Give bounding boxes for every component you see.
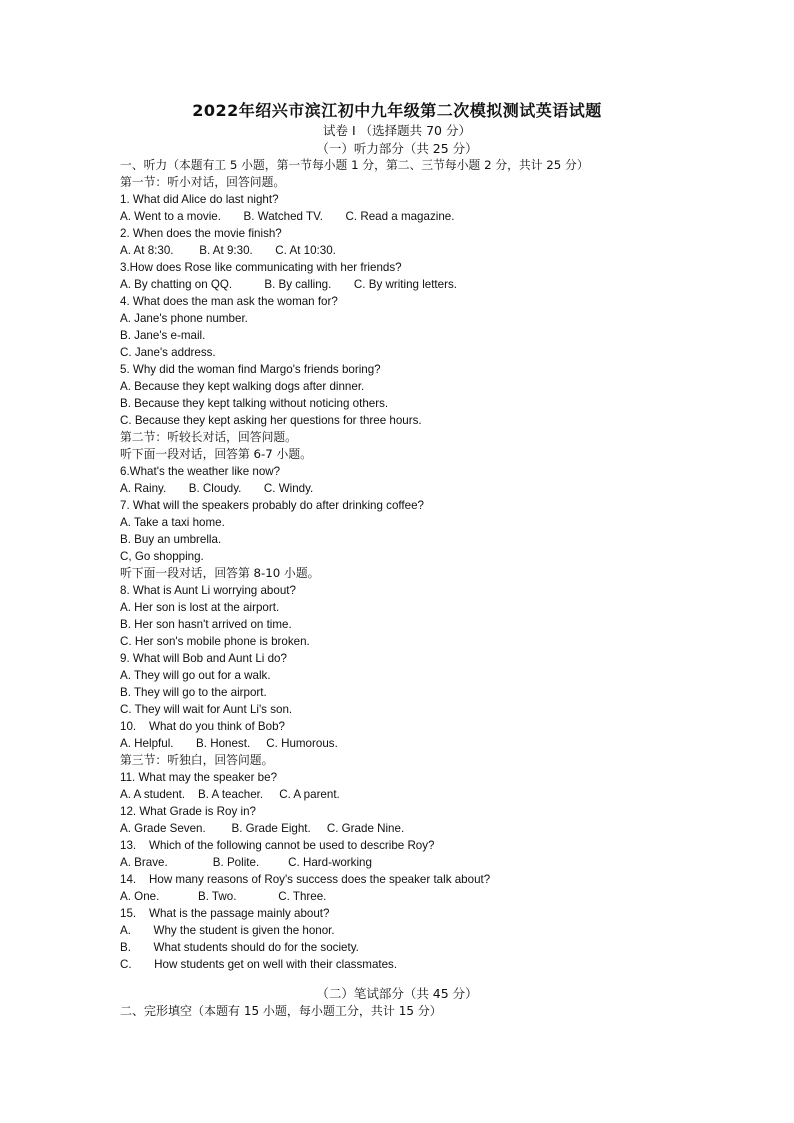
section-heading: 第三节：听独白，回答问题。 — [120, 753, 274, 767]
answer-options: A. Helpful. B. Honest. C. Humorous. — [120, 737, 338, 750]
answer-options: A. They will go out for a walk. — [120, 669, 271, 682]
answer-options: A. A student. B. A teacher. C. A parent. — [120, 788, 340, 801]
question-text: 2. When does the movie finish? — [120, 227, 282, 240]
question-text: 6.What's the weather like now? — [120, 465, 281, 478]
question-text: 3.How does Rose like communicating with her friends? — [120, 261, 402, 274]
answer-options: A. Jane's phone number. — [120, 312, 248, 325]
question-text: 5. Why did the woman find Margo's friends boring? — [120, 363, 381, 376]
section-heading: 听下面一段对话，回答第 8-10 小题。 — [120, 566, 320, 580]
page-title: 2022年绍兴市滨江初中九年级第二次模拟测试英语试题 — [192, 101, 602, 120]
answer-options: A. Because they kept walking dogs after dinner. — [120, 380, 365, 393]
answer-options: C. They will wait for Aunt Li's son. — [120, 703, 293, 716]
answer-options: A. By chatting on QQ. B. By calling. C. By writing letters. — [120, 278, 457, 291]
answer-options: C. Her son's mobile phone is broken. — [120, 635, 310, 648]
answer-options: C. How students get on well with their classmates. — [120, 958, 398, 971]
answer-options: A. One. B. Two. C. Three. — [120, 890, 327, 903]
question-text: 14. How many reasons of Roy's success does the speaker talk about? — [120, 873, 491, 886]
question-text: 11. What may the speaker be? — [120, 771, 278, 784]
question-text: 13. Which of the following cannot be used to describe Roy? — [120, 839, 435, 852]
question-text: 9. What will Bob and Aunt Li do? — [120, 652, 287, 665]
question-text: 1. What did Alice do last night? — [120, 193, 279, 206]
answer-options: B. They will go to the airport. — [120, 686, 267, 699]
answer-options: A. Brave. B. Polite. C. Hard-working — [120, 856, 372, 869]
answer-options: A. Rainy. B. Cloudy. C. Windy. — [120, 482, 314, 495]
section-heading: 第一节：听小对话，回答问题。 — [120, 175, 286, 189]
section-heading: 第二节：听较长对话，回答问题。 — [120, 430, 297, 444]
answer-options: A. Take a taxi home. — [120, 516, 225, 529]
answer-options: B. Her son hasn't arrived on time. — [120, 618, 292, 631]
question-text: 12. What Grade is Roy in? — [120, 805, 256, 818]
question-text: 15. What is the passage mainly about? — [120, 907, 330, 920]
question-text: 10. What do you think of Bob? — [120, 720, 285, 733]
section-heading: 一、听力（本题有工 5 小题，第一节每小题 1 分，第二、三节每小题 2 分，共计 25 分） — [120, 158, 589, 172]
answer-options: C. Jane's address. — [120, 346, 216, 359]
answer-options: A. Why the student is given the honor. — [120, 924, 335, 937]
answer-options: A. Went to a movie. B. Watched TV. C. Read a magazine. — [120, 210, 455, 223]
cloze-section-heading: 二、完形填空（本题有 15 小题，每小题工分，共计 15 分） — [120, 1004, 442, 1018]
question-text: 7. What will the speakers probably do after drinking coffee? — [120, 499, 424, 512]
answer-options: A. Her son is lost at the airport. — [120, 601, 280, 614]
answer-options: B. Jane's e-mail. — [120, 329, 206, 342]
answer-options: A. Grade Seven. B. Grade Eight. C. Grade Nine. — [120, 822, 405, 835]
answer-options: B. What students should do for the society. — [120, 941, 359, 954]
question-text: 4. What does the man ask the woman for? — [120, 295, 338, 308]
answer-options: B. Buy an umbrella. — [120, 533, 222, 546]
question-text: 8. What is Aunt Li worrying about? — [120, 584, 296, 597]
question-list — [120, 157, 680, 973]
listening-part-heading: （一）听力部分（共 25 分） — [316, 141, 478, 156]
answer-options: C. Because they kept asking her questions for three hours. — [120, 414, 422, 427]
answer-options: B. Because they kept talking without noticing others. — [120, 397, 389, 410]
answer-options: A. At 8:30. B. At 9:30. C. At 10:30. — [120, 244, 336, 257]
answer-options: C, Go shopping. — [120, 550, 204, 563]
section-heading: 听下面一段对话，回答第 6-7 小题。 — [120, 447, 312, 461]
paper-subtitle: 试卷 I （选择题共 70 分） — [323, 123, 471, 138]
writing-part-heading: （二）笔试部分（共 45 分） — [316, 986, 478, 1001]
